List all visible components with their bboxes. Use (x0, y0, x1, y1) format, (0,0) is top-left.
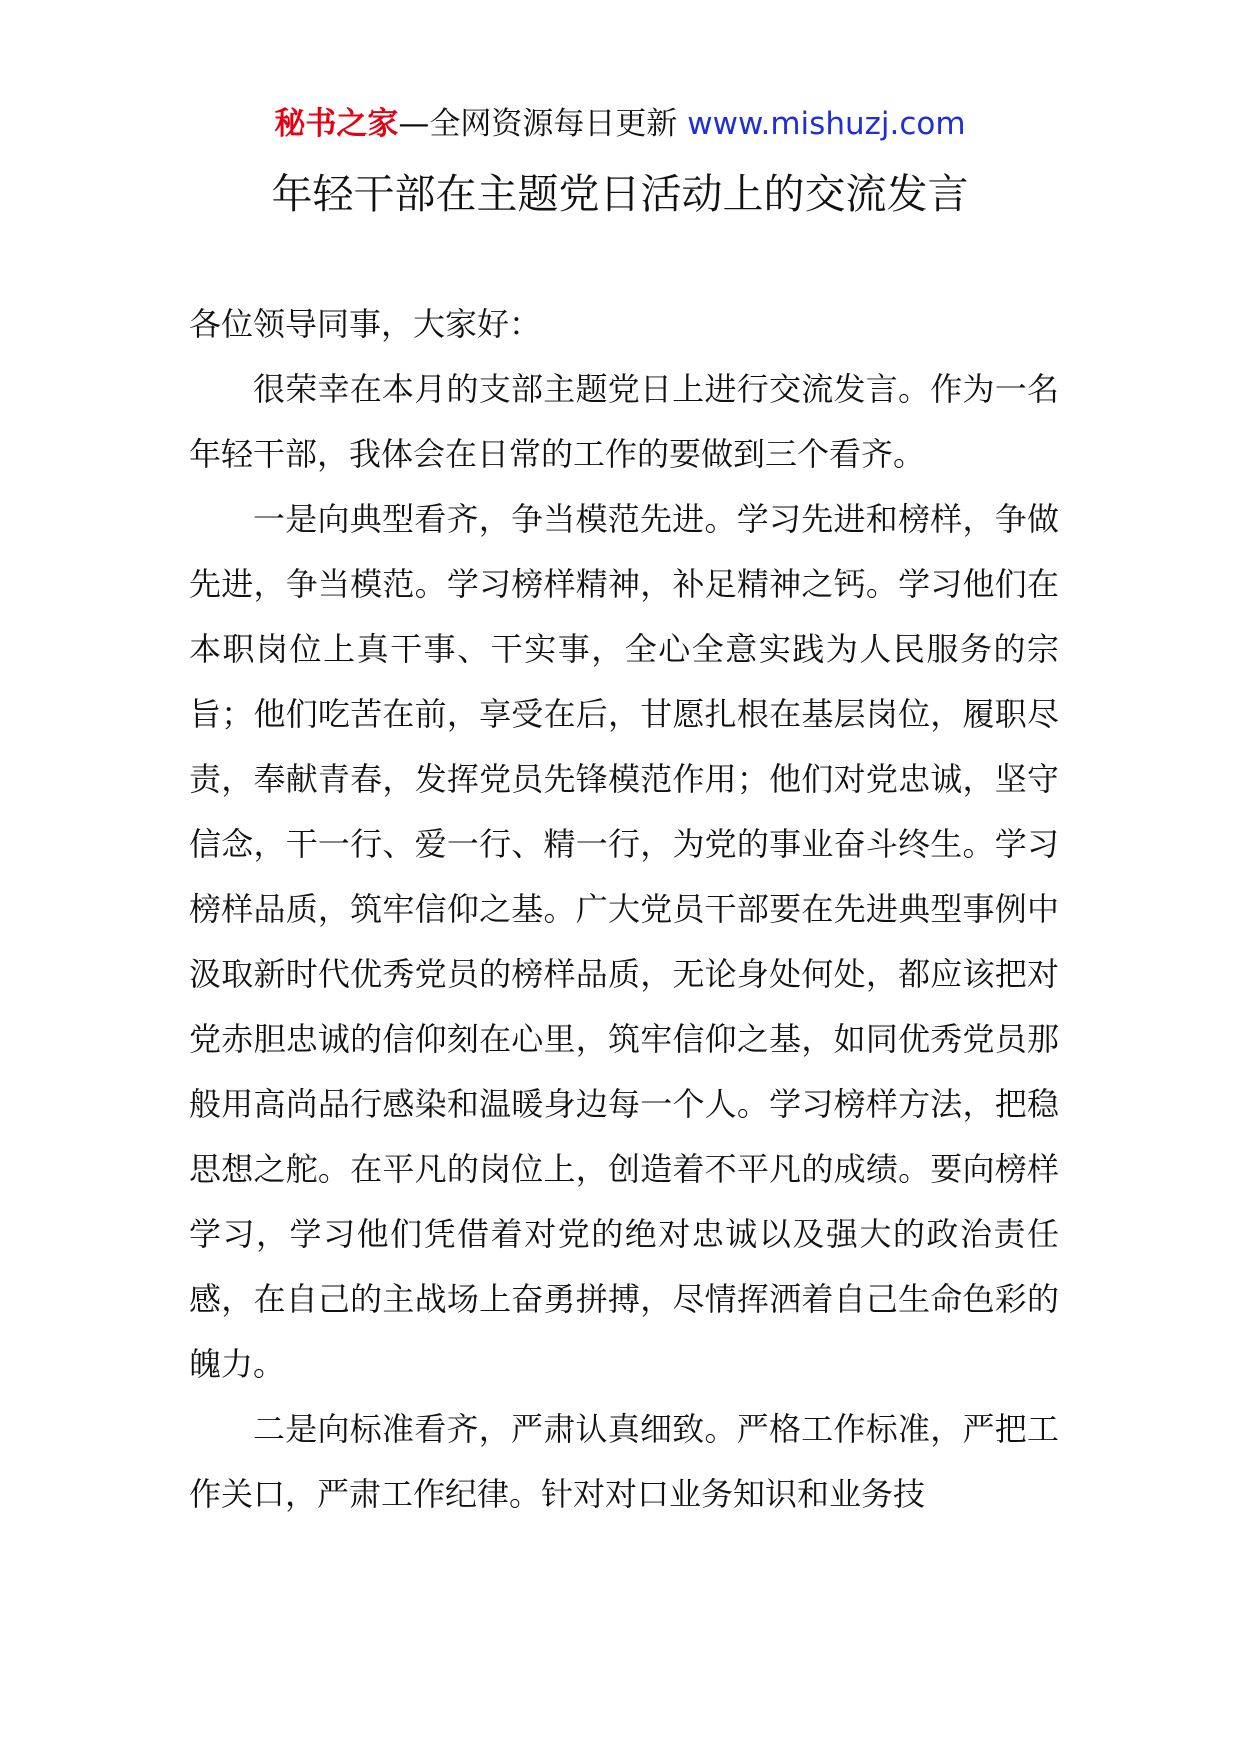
paragraph-intro: 很荣幸在本月的支部主题党日上进行交流发言。作为一名年轻干部，我体会在日常的工作的要做到三个看齐。 (189, 370, 1059, 473)
paragraph-point-two: 二是向标准看齐，严肃认真细致。严格工作标准，严把工作关口，严肃工作纪律。针对对口业务知识和业务技 (189, 1410, 1059, 1513)
paragraph-point-one: 一是向典型看齐，争当模范先进。学习先进和榜样，争做先进，争当模范。学习榜样精神，补足精神之钙。学习他们在本职岗位上真干事、干实事，全心全意实践为人民服务的宗旨；他们吃苦在前，享受在后，甘愿扎根在基层岗位，履职尽责，奉献青春，发挥党员先锋模范作用；他们对党忠诚，坚守信念，干一行、爱一行、精一行，为党的事业奋斗终生。学习榜样品质，筑牢信仰之基。广大党员干部要在先进典型事例中汲取新时代优秀党员的榜样品质，无论身处何处，都应该把对党赤胆忠诚的信仰刻在心里，筑牢信仰之基，如同优秀党员那般用高尚品行感染和温暖身边每一个人。学习榜样方法，把稳思想之舵。在平凡的岗位上，创造着不平凡的成绩。要向榜样学习，学习他们凭借着对党的绝对忠诚以及强大的政治责任感，在自己的主战场上奋勇拼搏，尽情挥洒着自己生命色彩的魄力。 (189, 500, 1059, 1383)
site-header (0, 100, 1240, 148)
brand-name: 秘书之家 (274, 106, 399, 142)
site-url[interactable]: www.mishuzj.com (687, 106, 966, 142)
document-body (189, 292, 1059, 1527)
document-title: 年轻干部在主题党日活动上的交流发言 (271, 170, 969, 218)
salutation: 各位领导同事，大家好： (189, 305, 542, 343)
header-tagline: —全网资源每日更新 (398, 106, 678, 142)
